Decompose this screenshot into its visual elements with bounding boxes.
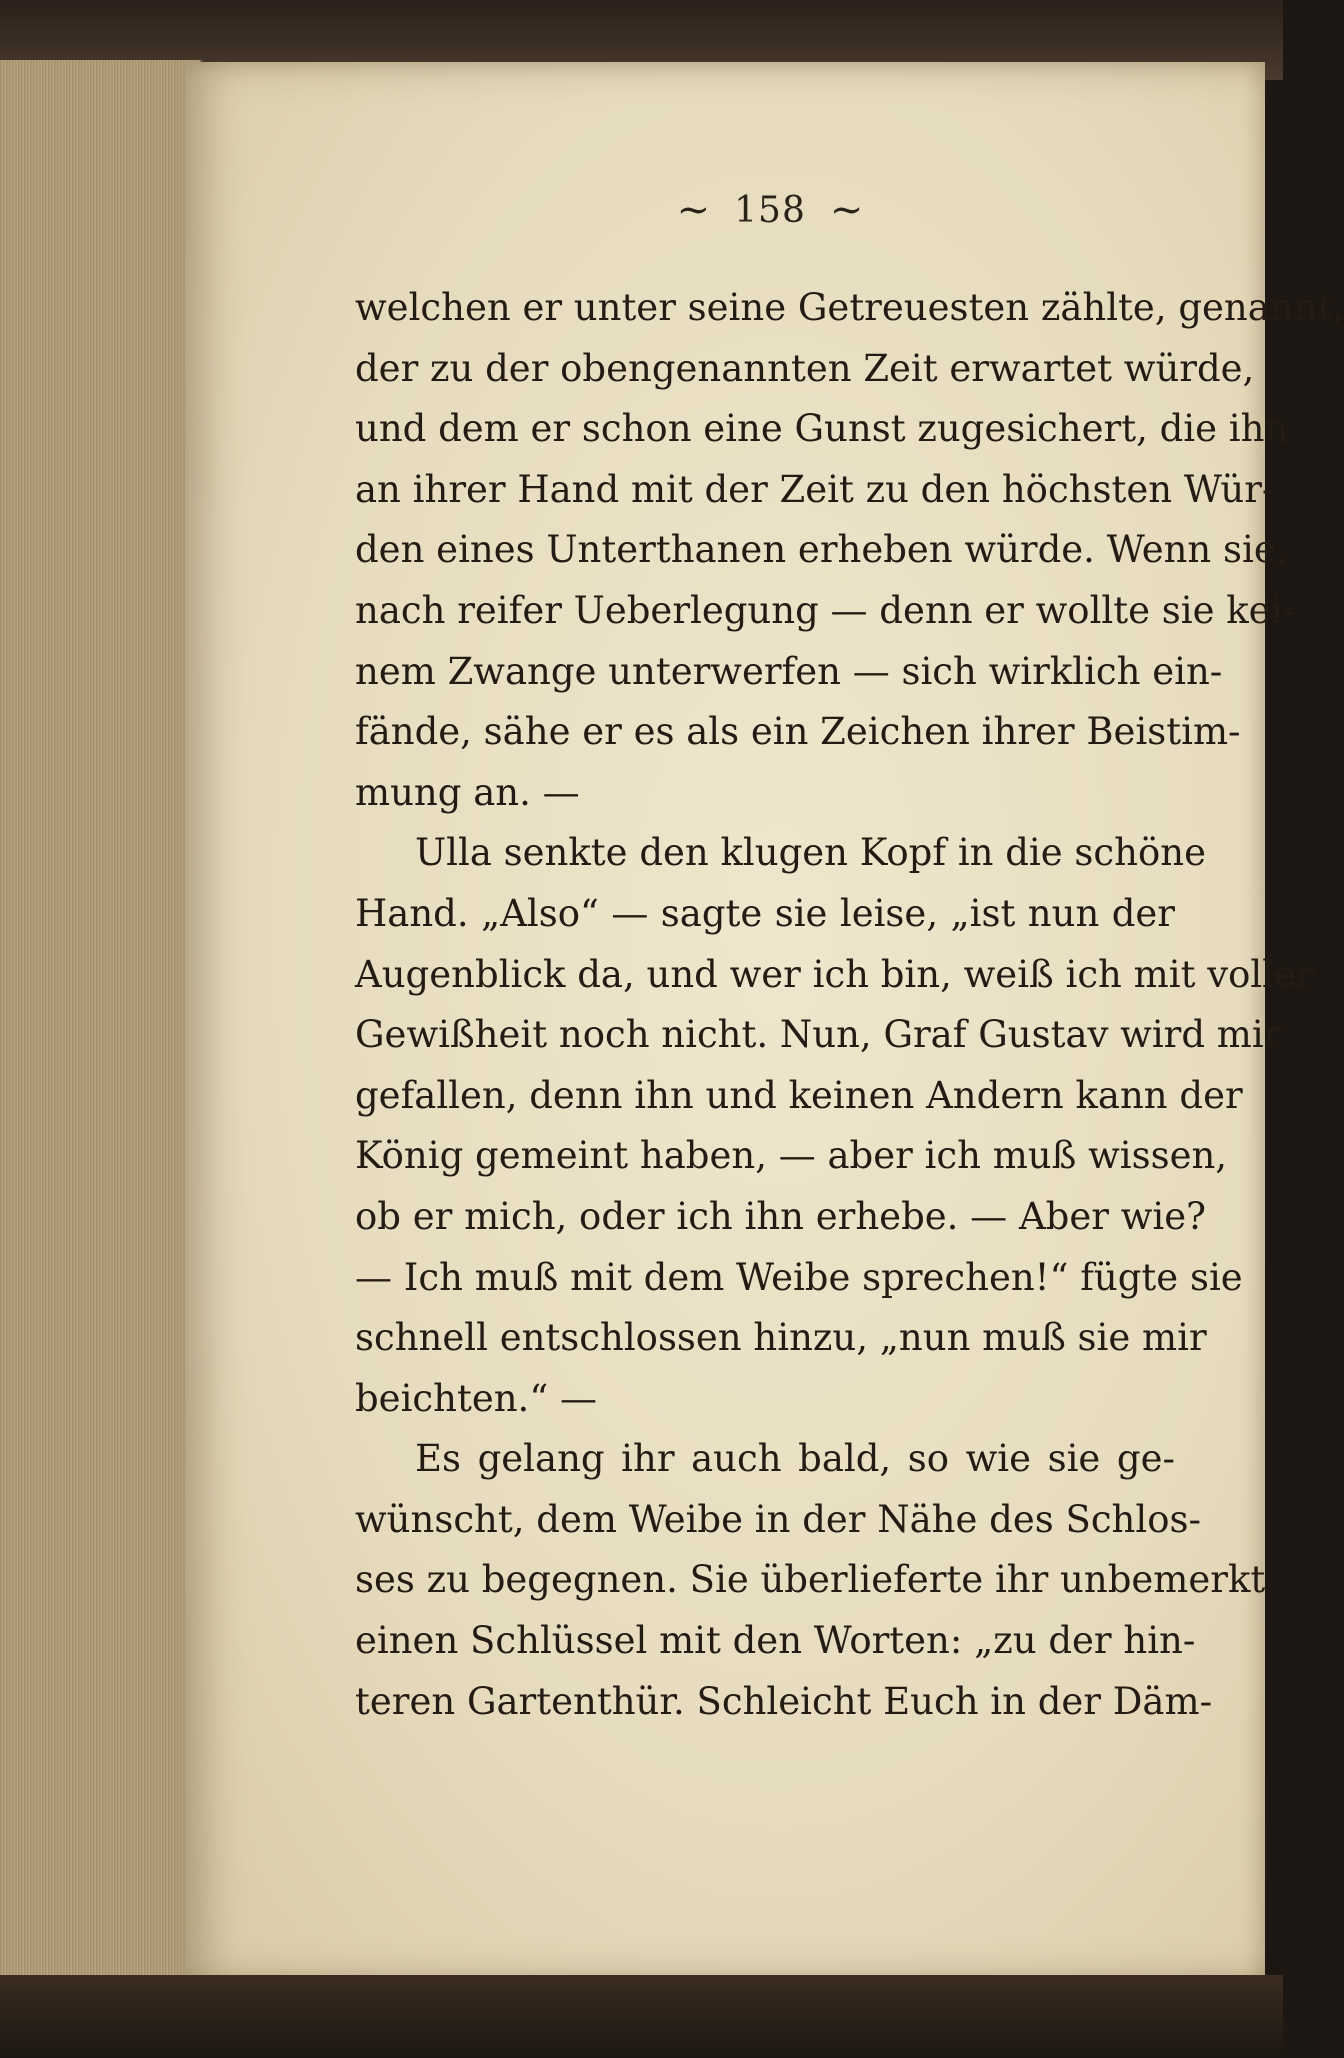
paragraph <box>355 278 1344 823</box>
right-swash-ornament: ~ <box>829 187 864 233</box>
text-line: Augenblick da, und wer ich bin, weiß ich mit voller <box>355 952 1314 996</box>
text-line: teren Gartenthür. Schleicht Euch in der Däm- <box>355 1679 1213 1723</box>
paragraph <box>355 823 1314 1429</box>
text-line: wünscht, dem Weibe in der Nähe des Schlos- <box>355 1497 1201 1541</box>
text-line: mung an. — <box>355 770 580 814</box>
body-text <box>355 278 1344 1732</box>
left-swash-ornament: ~ <box>676 187 711 233</box>
text-line: Hand. „Also“ — sagte sie leise, „ist nun der <box>355 891 1175 935</box>
text-line: gefallen, denn ihn und keinen Andern kann der <box>355 1073 1243 1117</box>
text-line: an ihrer Hand mit der Zeit zu den höchsten Wür- <box>355 467 1275 511</box>
text-line: der zu der obengenannten Zeit erwartet würde, <box>355 346 1255 390</box>
text-line: ob er mich, oder ich ihn erhebe. — Aber wie? <box>355 1194 1206 1238</box>
page-number: 158 <box>734 189 806 231</box>
text-line: fände, sähe er es als ein Zeichen ihrer Beistim- <box>355 710 1241 754</box>
text-line: nem Zwange unterwerfen — sich wirklich ein- <box>355 649 1223 693</box>
text-line: Es gelang ihr auch bald, so wie sie ge- <box>415 1437 1175 1481</box>
text-line: beichten.“ — <box>355 1376 597 1420</box>
text-line: einen Schlüssel mit den Worten: „zu der hin- <box>355 1619 1196 1663</box>
paragraph <box>355 1429 1266 1732</box>
text-line: — Ich muß mit dem Weibe sprechen!“ fügte sie <box>355 1255 1243 1299</box>
text-line: ses zu begegnen. Sie überlieferte ihr unbemerkt <box>355 1558 1266 1602</box>
text-line: welchen er unter seine Getreuesten zählte, genannt, <box>355 286 1344 329</box>
text-line: Ulla senkte den klugen Kopf in die schöne <box>415 831 1206 875</box>
book-cover-bottom <box>0 1975 1283 2058</box>
text-line: Gewißheit noch nicht. Nun, Graf Gustav wird mir <box>355 1013 1282 1057</box>
page-header <box>640 180 900 240</box>
page-edges <box>0 60 202 1990</box>
text-line: König gemeint haben, — aber ich muß wissen, <box>355 1134 1228 1178</box>
text-line: nach reifer Ueberlegung — denn er wollte sie kei- <box>355 588 1295 632</box>
text-line: den eines Unterthanen erheben würde. Wenn sie, <box>355 528 1288 572</box>
text-line: und dem er schon eine Gunst zugesichert, die ihn <box>355 407 1289 451</box>
text-line: schnell entschlossen hinzu, „nun muß sie mir <box>355 1316 1207 1360</box>
